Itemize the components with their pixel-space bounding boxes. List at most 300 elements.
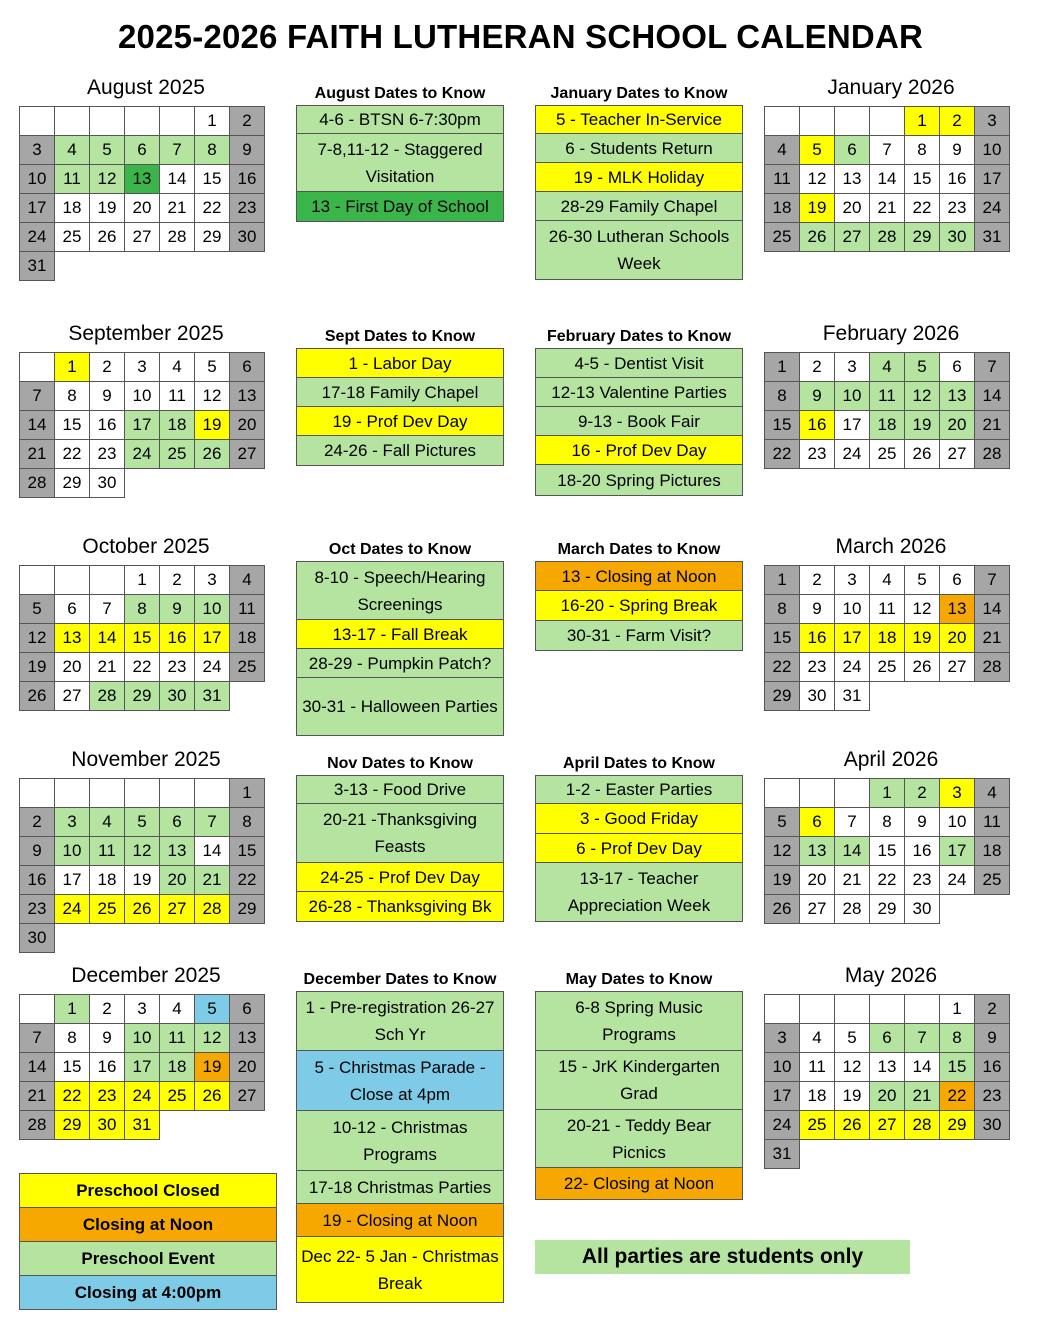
day-cell: 23 xyxy=(800,440,835,469)
day-cell: 24 xyxy=(835,653,870,682)
day-cell: 27 xyxy=(230,1082,265,1111)
blank-cell xyxy=(905,1140,940,1169)
day-cell: 5 xyxy=(125,808,160,837)
dates-title: Sept Dates to Know xyxy=(324,328,476,345)
day-cell: 27 xyxy=(800,895,835,924)
dates-list xyxy=(535,348,743,496)
day-cell: 14 xyxy=(20,411,55,440)
date-item: 22- Closing at Noon xyxy=(536,1168,742,1199)
day-cell: 28 xyxy=(870,223,905,252)
month-february-2026 xyxy=(764,321,1018,469)
blank-cell xyxy=(835,1140,870,1169)
date-item: 26-28 - Thanksgiving Bk xyxy=(297,892,503,921)
day-cell: 19 xyxy=(905,624,940,653)
day-cell: 15 xyxy=(55,1053,90,1082)
day-cell: 9 xyxy=(20,837,55,866)
day-cell: 18 xyxy=(160,411,195,440)
day-cell: 24 xyxy=(55,895,90,924)
day-cell: 31 xyxy=(975,223,1010,252)
day-cell: 16 xyxy=(20,866,55,895)
blank-cell xyxy=(870,1140,905,1169)
day-cell: 3 xyxy=(940,779,975,808)
dates-title: May Dates to Know xyxy=(565,971,713,988)
day-cell: 16 xyxy=(160,624,195,653)
day-cell: 20 xyxy=(160,866,195,895)
day-cell: 26 xyxy=(800,223,835,252)
date-item: 28-29 Family Chapel xyxy=(536,192,742,221)
dates-to-know-september xyxy=(296,326,504,466)
month-name: August 2025 xyxy=(87,76,205,99)
blank-cell xyxy=(160,252,195,281)
day-cell: 15 xyxy=(55,411,90,440)
day-cell: 23 xyxy=(940,194,975,223)
day-cell: 16 xyxy=(940,165,975,194)
day-cell: 12 xyxy=(195,382,230,411)
day-cell: 5 xyxy=(195,995,230,1024)
date-item: 20-21 -Thanksgiving Feasts xyxy=(297,804,503,863)
day-cell: 27 xyxy=(835,223,870,252)
day-cell: 4 xyxy=(160,353,195,382)
day-cell: 27 xyxy=(55,682,90,711)
blank-cell xyxy=(125,924,160,953)
day-cell: 20 xyxy=(940,624,975,653)
day-cell: 23 xyxy=(20,895,55,924)
date-item: 16-20 - Spring Break xyxy=(536,591,742,621)
day-cell: 22 xyxy=(940,1082,975,1111)
day-cell: 2 xyxy=(90,353,125,382)
day-cell: 13 xyxy=(800,837,835,866)
day-cell: 7 xyxy=(195,808,230,837)
day-cell: 8 xyxy=(905,136,940,165)
blank-cell xyxy=(975,1140,1010,1169)
month-name: February 2026 xyxy=(822,322,960,345)
empty-day-cell xyxy=(160,107,195,136)
date-item: 15 - JrK Kindergarten Grad xyxy=(536,1051,742,1110)
empty-day-cell xyxy=(125,107,160,136)
day-cell: 16 xyxy=(90,1053,125,1082)
day-cell: 11 xyxy=(975,808,1010,837)
dates-to-know-february xyxy=(535,326,743,496)
day-cell: 28 xyxy=(90,682,125,711)
dates-title: March Dates to Know xyxy=(557,541,721,558)
day-cell: 3 xyxy=(125,353,160,382)
day-cell: 7 xyxy=(160,136,195,165)
month-grid xyxy=(764,994,1010,1169)
day-cell: 11 xyxy=(55,165,90,194)
day-cell: 6 xyxy=(125,136,160,165)
day-cell: 6 xyxy=(230,353,265,382)
date-item: 19 - Closing at Noon xyxy=(297,1204,503,1237)
legend-item: Closing at Noon xyxy=(20,1208,276,1242)
day-cell: 19 xyxy=(195,1053,230,1082)
day-cell: 28 xyxy=(835,895,870,924)
day-cell: 14 xyxy=(835,837,870,866)
day-cell: 4 xyxy=(975,779,1010,808)
month-name: April 2026 xyxy=(843,748,939,771)
day-cell: 23 xyxy=(160,653,195,682)
day-cell: 6 xyxy=(835,136,870,165)
dates-list xyxy=(535,991,743,1200)
dates-to-know-january xyxy=(535,83,743,280)
day-cell: 24 xyxy=(125,440,160,469)
day-cell: 24 xyxy=(125,1082,160,1111)
day-cell: 2 xyxy=(800,353,835,382)
blank-cell xyxy=(870,682,905,711)
page-title: 2025-2026 FAITH LUTHERAN SCHOOL CALENDAR xyxy=(117,18,924,55)
day-cell: 25 xyxy=(55,223,90,252)
blank-cell xyxy=(940,682,975,711)
legend-item: Closing at 4:00pm xyxy=(20,1276,276,1309)
day-cell: 6 xyxy=(230,995,265,1024)
date-item: 19 - MLK Holiday xyxy=(536,163,742,192)
day-cell: 12 xyxy=(800,165,835,194)
day-cell: 16 xyxy=(800,411,835,440)
day-cell: 8 xyxy=(765,595,800,624)
day-cell: 3 xyxy=(835,353,870,382)
dates-title: April Dates to Know xyxy=(562,755,715,772)
day-cell: 7 xyxy=(905,1024,940,1053)
day-cell: 26 xyxy=(20,682,55,711)
day-cell: 24 xyxy=(20,223,55,252)
empty-day-cell xyxy=(765,107,800,136)
month-november-2025 xyxy=(19,747,273,953)
day-cell: 13 xyxy=(125,165,160,194)
day-cell: 2 xyxy=(940,107,975,136)
day-cell: 5 xyxy=(905,566,940,595)
day-cell: 24 xyxy=(940,866,975,895)
day-cell: 13 xyxy=(870,1053,905,1082)
date-item: 16 - Prof Dev Day xyxy=(536,436,742,465)
day-cell: 28 xyxy=(975,440,1010,469)
day-cell: 2 xyxy=(800,566,835,595)
month-grid xyxy=(19,994,265,1140)
empty-day-cell xyxy=(835,107,870,136)
day-cell: 26 xyxy=(195,440,230,469)
month-april-2026 xyxy=(764,747,1018,924)
day-cell: 31 xyxy=(835,682,870,711)
day-cell: 25 xyxy=(870,440,905,469)
day-cell: 2 xyxy=(975,995,1010,1024)
blank-cell xyxy=(125,252,160,281)
day-cell: 11 xyxy=(160,1024,195,1053)
day-cell: 19 xyxy=(765,866,800,895)
day-cell: 10 xyxy=(975,136,1010,165)
day-cell: 17 xyxy=(125,1053,160,1082)
day-cell: 4 xyxy=(800,1024,835,1053)
day-cell: 29 xyxy=(55,469,90,498)
day-cell: 31 xyxy=(195,682,230,711)
day-cell: 8 xyxy=(55,382,90,411)
day-cell: 21 xyxy=(90,653,125,682)
day-cell: 1 xyxy=(940,995,975,1024)
date-item: 13 - First Day of School xyxy=(297,192,503,221)
day-cell: 14 xyxy=(975,595,1010,624)
blank-cell xyxy=(230,1111,265,1140)
day-cell: 24 xyxy=(975,194,1010,223)
day-cell: 1 xyxy=(230,779,265,808)
dates-to-know-august xyxy=(296,83,504,222)
day-cell: 18 xyxy=(55,194,90,223)
day-cell: 31 xyxy=(20,252,55,281)
date-item: 6-8 Spring Music Programs xyxy=(536,992,742,1051)
dates-list xyxy=(535,561,743,651)
date-item: 19 - Prof Dev Day xyxy=(297,407,503,436)
day-cell: 12 xyxy=(195,1024,230,1053)
empty-day-cell xyxy=(870,107,905,136)
empty-day-cell xyxy=(55,566,90,595)
day-cell: 26 xyxy=(765,895,800,924)
day-cell: 6 xyxy=(55,595,90,624)
date-item: 3-13 - Food Drive xyxy=(297,776,503,804)
day-cell: 21 xyxy=(975,411,1010,440)
date-item: 4-5 - Dentist Visit xyxy=(536,349,742,378)
day-cell: 9 xyxy=(90,1024,125,1053)
empty-day-cell xyxy=(125,779,160,808)
blank-cell xyxy=(800,1140,835,1169)
blank-cell xyxy=(160,469,195,498)
color-legend xyxy=(19,1173,277,1310)
empty-day-cell xyxy=(765,995,800,1024)
date-item: 6 - Prof Dev Day xyxy=(536,834,742,863)
date-item: 7-8,11-12 - Staggered Visitation xyxy=(297,134,503,192)
day-cell: 16 xyxy=(230,165,265,194)
day-cell: 26 xyxy=(90,223,125,252)
day-cell: 14 xyxy=(195,837,230,866)
day-cell: 24 xyxy=(835,440,870,469)
day-cell: 15 xyxy=(125,624,160,653)
day-cell: 11 xyxy=(160,382,195,411)
day-cell: 20 xyxy=(800,866,835,895)
day-cell: 4 xyxy=(870,353,905,382)
day-cell: 5 xyxy=(195,353,230,382)
day-cell: 22 xyxy=(55,440,90,469)
day-cell: 16 xyxy=(975,1053,1010,1082)
day-cell: 31 xyxy=(125,1111,160,1140)
day-cell: 22 xyxy=(905,194,940,223)
blank-cell xyxy=(195,469,230,498)
day-cell: 8 xyxy=(55,1024,90,1053)
day-cell: 6 xyxy=(800,808,835,837)
day-cell: 30 xyxy=(160,682,195,711)
dates-to-know-october xyxy=(296,539,504,736)
day-cell: 22 xyxy=(870,866,905,895)
dates-list xyxy=(296,348,504,466)
month-grid xyxy=(19,778,265,953)
month-december-2025 xyxy=(19,963,273,1140)
date-item: 1-2 - Easter Parties xyxy=(536,776,742,804)
day-cell: 11 xyxy=(765,165,800,194)
day-cell: 2 xyxy=(160,566,195,595)
day-cell: 23 xyxy=(90,1082,125,1111)
day-cell: 7 xyxy=(870,136,905,165)
day-cell: 17 xyxy=(835,411,870,440)
day-cell: 9 xyxy=(90,382,125,411)
day-cell: 17 xyxy=(975,165,1010,194)
day-cell: 21 xyxy=(20,1082,55,1111)
day-cell: 13 xyxy=(230,382,265,411)
day-cell: 21 xyxy=(870,194,905,223)
day-cell: 14 xyxy=(905,1053,940,1082)
day-cell: 22 xyxy=(55,1082,90,1111)
day-cell: 8 xyxy=(940,1024,975,1053)
day-cell: 11 xyxy=(870,595,905,624)
day-cell: 21 xyxy=(835,866,870,895)
month-may-2026 xyxy=(764,963,1018,1169)
day-cell: 8 xyxy=(765,382,800,411)
date-item: Dec 22- 5 Jan - Christmas Break xyxy=(297,1237,503,1302)
blank-cell xyxy=(160,924,195,953)
blank-cell xyxy=(195,1111,230,1140)
day-cell: 3 xyxy=(765,1024,800,1053)
day-cell: 19 xyxy=(800,194,835,223)
day-cell: 30 xyxy=(20,924,55,953)
date-item: 5 - Christmas Parade - Close at 4pm xyxy=(297,1051,503,1111)
date-item: 5 - Teacher In-Service xyxy=(536,106,742,134)
date-item: 13 - Closing at Noon xyxy=(536,562,742,591)
day-cell: 18 xyxy=(870,624,905,653)
day-cell: 6 xyxy=(940,353,975,382)
day-cell: 13 xyxy=(940,595,975,624)
blank-cell xyxy=(905,682,940,711)
date-item: 1 - Pre-registration 26-27 Sch Yr xyxy=(297,992,503,1051)
month-name: May 2026 xyxy=(844,964,938,987)
date-item: 6 - Students Return xyxy=(536,134,742,163)
month-september-2025 xyxy=(19,321,273,498)
day-cell: 23 xyxy=(905,866,940,895)
day-cell: 25 xyxy=(800,1111,835,1140)
empty-day-cell xyxy=(90,107,125,136)
day-cell: 25 xyxy=(975,866,1010,895)
day-cell: 9 xyxy=(230,136,265,165)
dates-to-know-march xyxy=(535,539,743,651)
day-cell: 29 xyxy=(940,1111,975,1140)
day-cell: 14 xyxy=(160,165,195,194)
day-cell: 1 xyxy=(765,566,800,595)
day-cell: 2 xyxy=(90,995,125,1024)
day-cell: 17 xyxy=(765,1082,800,1111)
dates-title: Oct Dates to Know xyxy=(328,541,472,558)
blank-cell xyxy=(975,682,1010,711)
day-cell: 5 xyxy=(20,595,55,624)
date-item: 10-12 - Christmas Programs xyxy=(297,1111,503,1171)
empty-day-cell xyxy=(20,353,55,382)
day-cell: 27 xyxy=(940,653,975,682)
dates-list xyxy=(296,561,504,736)
day-cell: 14 xyxy=(90,624,125,653)
date-item: 12-13 Valentine Parties xyxy=(536,378,742,407)
empty-day-cell xyxy=(20,995,55,1024)
day-cell: 27 xyxy=(940,440,975,469)
empty-day-cell xyxy=(905,995,940,1024)
month-grid xyxy=(19,565,265,711)
month-grid xyxy=(19,106,265,281)
day-cell: 5 xyxy=(800,136,835,165)
day-cell: 10 xyxy=(195,595,230,624)
date-item: 24-25 - Prof Dev Day xyxy=(297,863,503,892)
day-cell: 10 xyxy=(765,1053,800,1082)
day-cell: 30 xyxy=(90,469,125,498)
day-cell: 12 xyxy=(905,382,940,411)
day-cell: 18 xyxy=(90,866,125,895)
day-cell: 21 xyxy=(20,440,55,469)
day-cell: 15 xyxy=(870,837,905,866)
day-cell: 26 xyxy=(835,1111,870,1140)
day-cell: 1 xyxy=(125,566,160,595)
day-cell: 22 xyxy=(230,866,265,895)
month-name: November 2025 xyxy=(71,748,221,771)
empty-day-cell xyxy=(90,566,125,595)
day-cell: 26 xyxy=(905,653,940,682)
day-cell: 13 xyxy=(160,837,195,866)
day-cell: 5 xyxy=(905,353,940,382)
day-cell: 29 xyxy=(870,895,905,924)
day-cell: 30 xyxy=(905,895,940,924)
day-cell: 16 xyxy=(90,411,125,440)
day-cell: 15 xyxy=(905,165,940,194)
day-cell: 29 xyxy=(230,895,265,924)
month-grid xyxy=(764,106,1010,252)
day-cell: 12 xyxy=(125,837,160,866)
day-cell: 11 xyxy=(230,595,265,624)
date-item: 30-31 - Halloween Parties xyxy=(297,678,503,735)
day-cell: 4 xyxy=(90,808,125,837)
dates-title: Nov Dates to Know xyxy=(327,755,473,772)
parties-note: All parties are students only xyxy=(535,1240,910,1274)
date-item: 18-20 Spring Pictures xyxy=(536,465,742,495)
dates-list xyxy=(296,105,504,222)
day-cell: 4 xyxy=(230,566,265,595)
day-cell: 4 xyxy=(870,566,905,595)
date-item: 24-26 - Fall Pictures xyxy=(297,436,503,465)
day-cell: 5 xyxy=(90,136,125,165)
day-cell: 27 xyxy=(230,440,265,469)
day-cell: 29 xyxy=(905,223,940,252)
day-cell: 10 xyxy=(835,595,870,624)
empty-day-cell xyxy=(55,107,90,136)
day-cell: 6 xyxy=(870,1024,905,1053)
blank-cell xyxy=(230,252,265,281)
date-item: 8-10 - Speech/Hearing Screenings xyxy=(297,562,503,620)
day-cell: 20 xyxy=(870,1082,905,1111)
day-cell: 28 xyxy=(160,223,195,252)
day-cell: 28 xyxy=(20,469,55,498)
dates-title: January Dates to Know xyxy=(550,85,728,102)
month-name: September 2025 xyxy=(68,322,224,345)
day-cell: 13 xyxy=(835,165,870,194)
empty-day-cell xyxy=(870,995,905,1024)
day-cell: 25 xyxy=(870,653,905,682)
day-cell: 12 xyxy=(765,837,800,866)
day-cell: 16 xyxy=(800,624,835,653)
day-cell: 25 xyxy=(90,895,125,924)
day-cell: 22 xyxy=(765,653,800,682)
blank-cell xyxy=(230,924,265,953)
day-cell: 19 xyxy=(905,411,940,440)
day-cell: 30 xyxy=(800,682,835,711)
date-item: 17-18 Family Chapel xyxy=(297,378,503,407)
day-cell: 26 xyxy=(125,895,160,924)
month-january-2026 xyxy=(764,75,1018,252)
day-cell: 22 xyxy=(195,194,230,223)
day-cell: 29 xyxy=(55,1111,90,1140)
blank-cell xyxy=(55,924,90,953)
day-cell: 22 xyxy=(125,653,160,682)
day-cell: 7 xyxy=(90,595,125,624)
empty-day-cell xyxy=(160,779,195,808)
empty-day-cell xyxy=(20,566,55,595)
day-cell: 1 xyxy=(905,107,940,136)
day-cell: 23 xyxy=(800,653,835,682)
